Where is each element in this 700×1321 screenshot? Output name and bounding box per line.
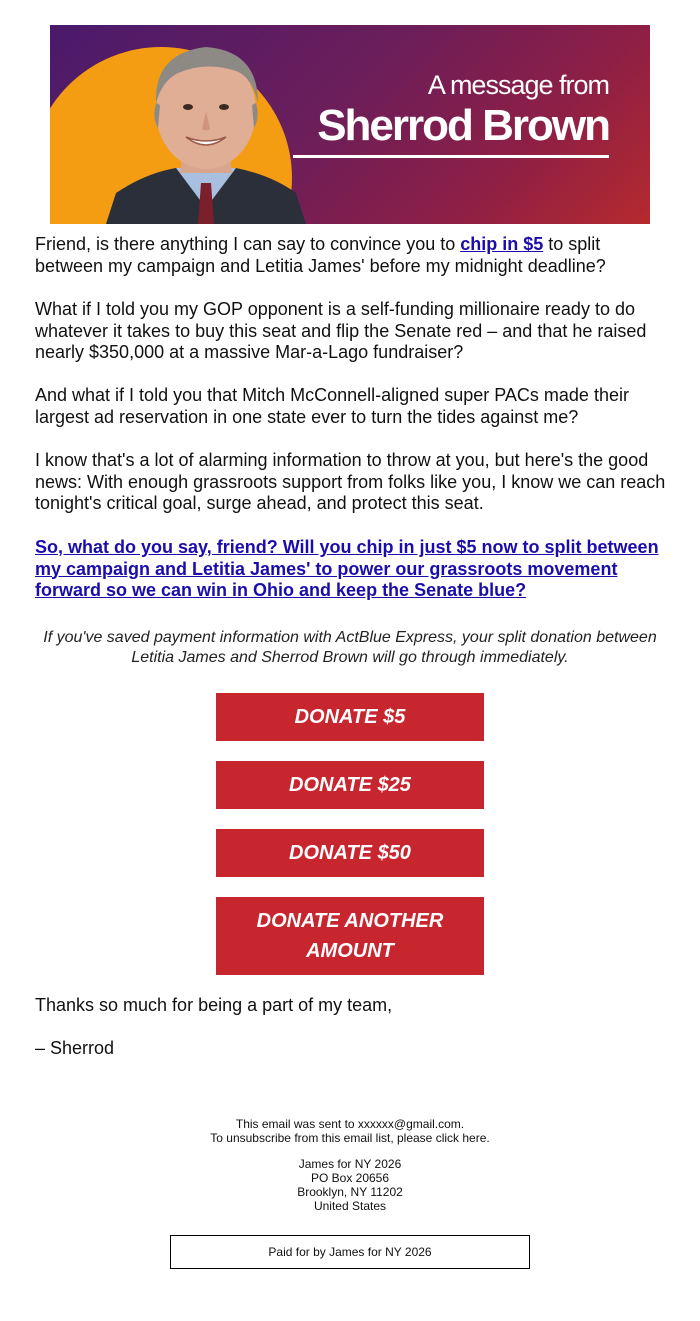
unsubscribe-link[interactable]: click here. <box>435 1131 490 1145</box>
intro-text-after: to split between my campaign and Letitia James' before my midnight deadline? <box>35 234 606 276</box>
chip-in-link[interactable]: chip in $5 <box>460 234 544 254</box>
actblue-note: If you've saved payment information with ActBlue Express, your split donation between Letitia James and Sherrod Brown will go through immediately. <box>43 629 657 666</box>
hero-title: Sherrod Brown <box>317 101 609 150</box>
paid-for-box <box>170 1235 530 1269</box>
footer-email: xxxxxx@gmail.com. <box>357 1117 465 1131</box>
footer-address-line-3: Brooklyn, NY 11202 <box>297 1185 403 1199</box>
paragraph-super-pacs: And what if I told you that Mitch McConnell-aligned super PACs made their largest ad reservation in one state ever to turn the tides against me? <box>35 385 629 427</box>
hero-subtitle: A message from <box>427 70 609 100</box>
thanks-text: Thanks so much for being a part of my team, <box>35 995 393 1015</box>
footer-address-line-4: United States <box>313 1199 387 1213</box>
cta-link[interactable]: So, what do you say, friend? Will you chip in just $5 now to split between my campaign and Letitia James' to power our grassroots movement forward so we can win in Ohio and keep the Senate blue? <box>35 537 659 600</box>
donate-5-button[interactable]: DONATE $5 <box>216 693 484 741</box>
donate-50-button[interactable]: DONATE $50 <box>216 829 484 877</box>
candidate-portrait <box>106 33 306 224</box>
signoff-text: – Sherrod <box>35 1038 115 1058</box>
hero-banner <box>50 25 650 224</box>
footer-unsub-prefix: To unsubscribe from this email list, please <box>210 1131 436 1145</box>
footer-address-line-1: James for NY 2026 <box>298 1157 402 1171</box>
footer-address-line-2: PO Box 20656 <box>310 1171 390 1185</box>
donate-25-button[interactable]: DONATE $25 <box>216 761 484 809</box>
paid-for-text: Paid for by James for NY 2026 <box>268 1245 432 1259</box>
donate-other-label-line2: AMOUNT <box>306 940 394 962</box>
paragraph-good-news: I know that's a lot of alarming information to throw at you, but here's the good news: With enough grassroots support from folks like you, I know we can reach tonight's critical goal, surge ahead, and protect this seat. <box>35 450 666 513</box>
footer-sent-prefix: This email was sent to <box>235 1117 358 1131</box>
donate-other-button[interactable] <box>216 897 484 975</box>
intro-text-before: Friend, is there anything I can say to convince you to <box>35 234 461 254</box>
paragraph-intro <box>35 234 667 277</box>
paragraph-opponent: What if I told you my GOP opponent is a self-funding millionaire ready to do whatever it takes to buy this seat and flip the Senate red – and that he raised nearly $350,000 at a massive Mar-a-Lago fundraiser? <box>35 299 647 362</box>
donate-other-label-line1: DONATE ANOTHER <box>256 910 444 932</box>
footer-unsubscribe <box>0 1131 700 1145</box>
hero-underline <box>293 155 609 158</box>
footer-sent-to <box>0 1117 700 1131</box>
